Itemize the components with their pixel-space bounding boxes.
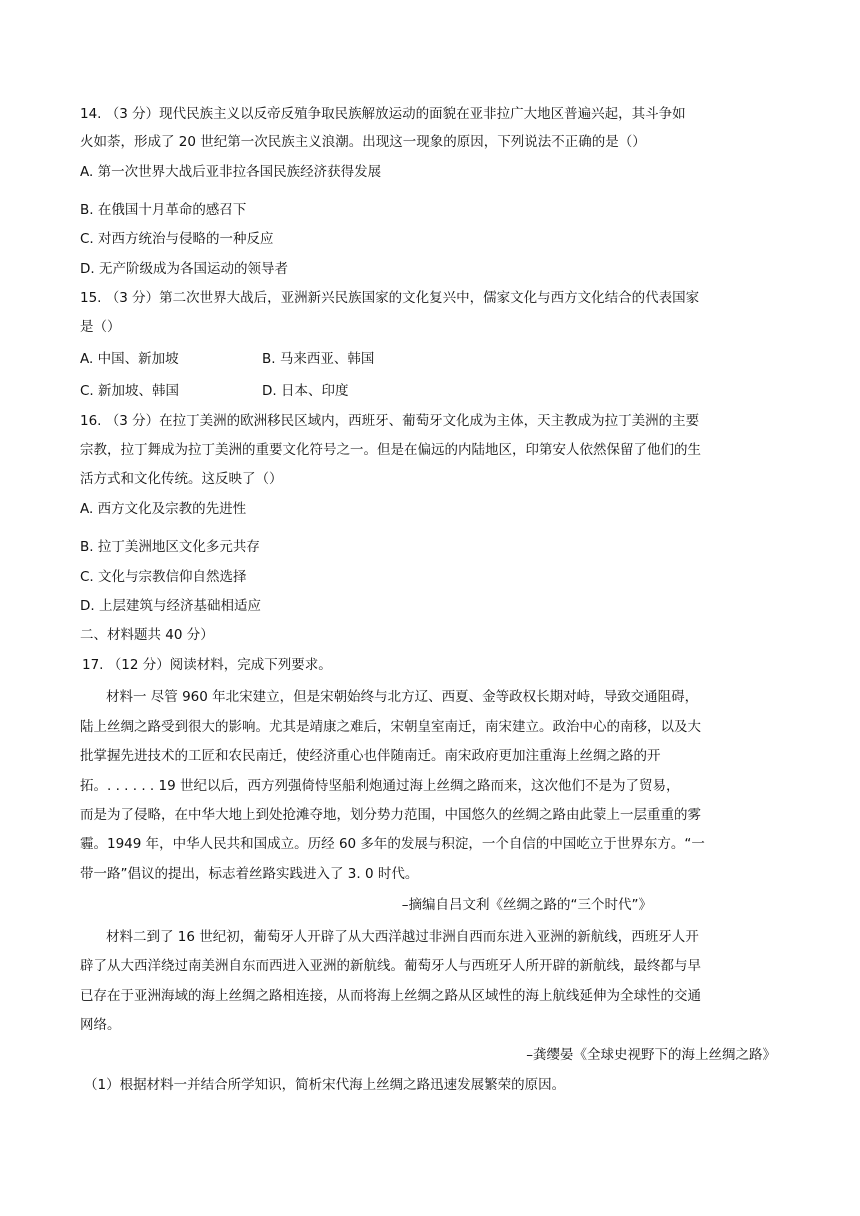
q16-stem-line-3: 活方式和文化传统。这反映了（） — [80, 471, 283, 487]
material-2-line: 网络。 — [80, 1017, 121, 1033]
material-2-source: –龚缨晏《全球史视野下的海上丝绸之路》 — [526, 1047, 776, 1063]
material-1-line: 拓。. . . . . . 19 世纪以后，西方列强倚恃坚船利炮通过海上丝绸之路而来，这次他们不是为了贸易， — [80, 778, 680, 794]
q14-option-a: A. 第一次世界大战后亚非拉各国民族经济获得发展 — [80, 164, 382, 180]
q15-option-d: D. 日本、印度 — [262, 383, 349, 399]
q16-stem-line-2: 宗教，拉丁舞成为拉丁美洲的重要文化符号之一。但是在偏远的内陆地区，印第安人依然保留了他们的生 — [80, 442, 701, 458]
material-2-line: 辟了从大西洋绕过南美洲自东而西进入亚洲的新航线。葡萄牙人与西班牙人所开辟的新航线，最终都与早 — [80, 958, 701, 974]
material-1-line: 带一路”倡议的提出，标志着丝路实践进入了 3. 0 时代。 — [80, 866, 419, 882]
material-1-line: 陆上丝绸之路受到很大的影响。尤其是靖康之难后，宋朝皇室南迁，南宋建立。政治中心的南移，以及大 — [80, 719, 701, 735]
q14-option-c: C. 对西方统治与侵略的一种反应 — [80, 231, 274, 247]
q16-option-a: A. 西方文化及宗教的先进性 — [80, 501, 247, 517]
q14-option-d: D. 无产阶级成为各国运动的领导者 — [80, 261, 288, 277]
material-2-line: 材料二到了 16 世纪初，葡萄牙人开辟了从大西洋越过非洲自西而东进入亚洲的新航线，西班牙人开 — [106, 929, 699, 945]
material-1-line: 材料一 尽管 960 年北宋建立，但是宋朝始终与北方辽、西夏、金等政权长期对峙，导致交通阻碍， — [106, 689, 699, 705]
q14-stem-line-1: 14. （3 分）现代民族主义以反帝反殖争取民族解放运动的面貌在亚非拉广大地区普遍兴起，其斗争如 — [80, 106, 686, 122]
q15-option-a: A. 中国、新加坡 — [80, 351, 179, 367]
material-1-line: 批掌握先进技术的工匠和农民南迁，使经济重心也伴随南迁。南宋政府更加注重海上丝绸之路的开 — [80, 748, 661, 764]
q17-stem: 17. （12 分）阅读材料，完成下列要求。 — [82, 657, 332, 673]
q16-option-d: D. 上层建筑与经济基础相适应 — [80, 598, 261, 614]
q14-stem-line-2: 火如荼，形成了 20 世纪第一次民族主义浪潮。出现这一现象的原因，下列说法不正确的是（） — [80, 134, 646, 150]
q17-subquestion-1: （1）根据材料一并结合所学知识，简析宋代海上丝绸之路迅速发展繁荣的原因。 — [84, 1077, 566, 1093]
q16-stem-line-1: 16. （3 分）在拉丁美洲的欧洲移民区域内，西班牙、葡萄牙文化成为主体，天主教成为拉丁美洲的主要 — [80, 413, 700, 429]
q15-stem-line-2: 是（） — [80, 319, 121, 335]
material-1-line: 而是为了侵略，在中华大地上到处抢滩夺地，划分势力范围，中国悠久的丝绸之路由此蒙上一层重重的雾 — [80, 807, 701, 823]
q15-option-c: C. 新加坡、韩国 — [80, 383, 180, 399]
q15-stem-line-1: 15. （3 分）第二次世界大战后，亚洲新兴民族国家的文化复兴中，儒家文化与西方文化结合的代表国家 — [80, 290, 700, 306]
q15-option-b: B. 马来西亚、韩国 — [262, 351, 375, 367]
material-1-line: 霾。1949 年，中华人民共和国成立。历经 60 多年的发展与积淀，一个自信的中国屹立于世界东方。“一 — [80, 836, 705, 852]
q16-option-b: B. 拉丁美洲地区文化多元共存 — [80, 539, 260, 555]
material-1-source: –摘编自吕文利《丝绸之路的“三个时代”》 — [401, 897, 652, 913]
q14-option-b: B. 在俄国十月革命的感召下 — [80, 202, 247, 218]
material-2-line: 已存在于亚洲海域的海上丝绸之路相连接，从而将海上丝绸之路从区域性的海上航线延伸为全球性的交通 — [80, 988, 701, 1004]
section-heading: 二、材料题共 40 分） — [80, 627, 214, 643]
q16-option-c: C. 文化与宗教信仰自然选择 — [80, 569, 247, 585]
